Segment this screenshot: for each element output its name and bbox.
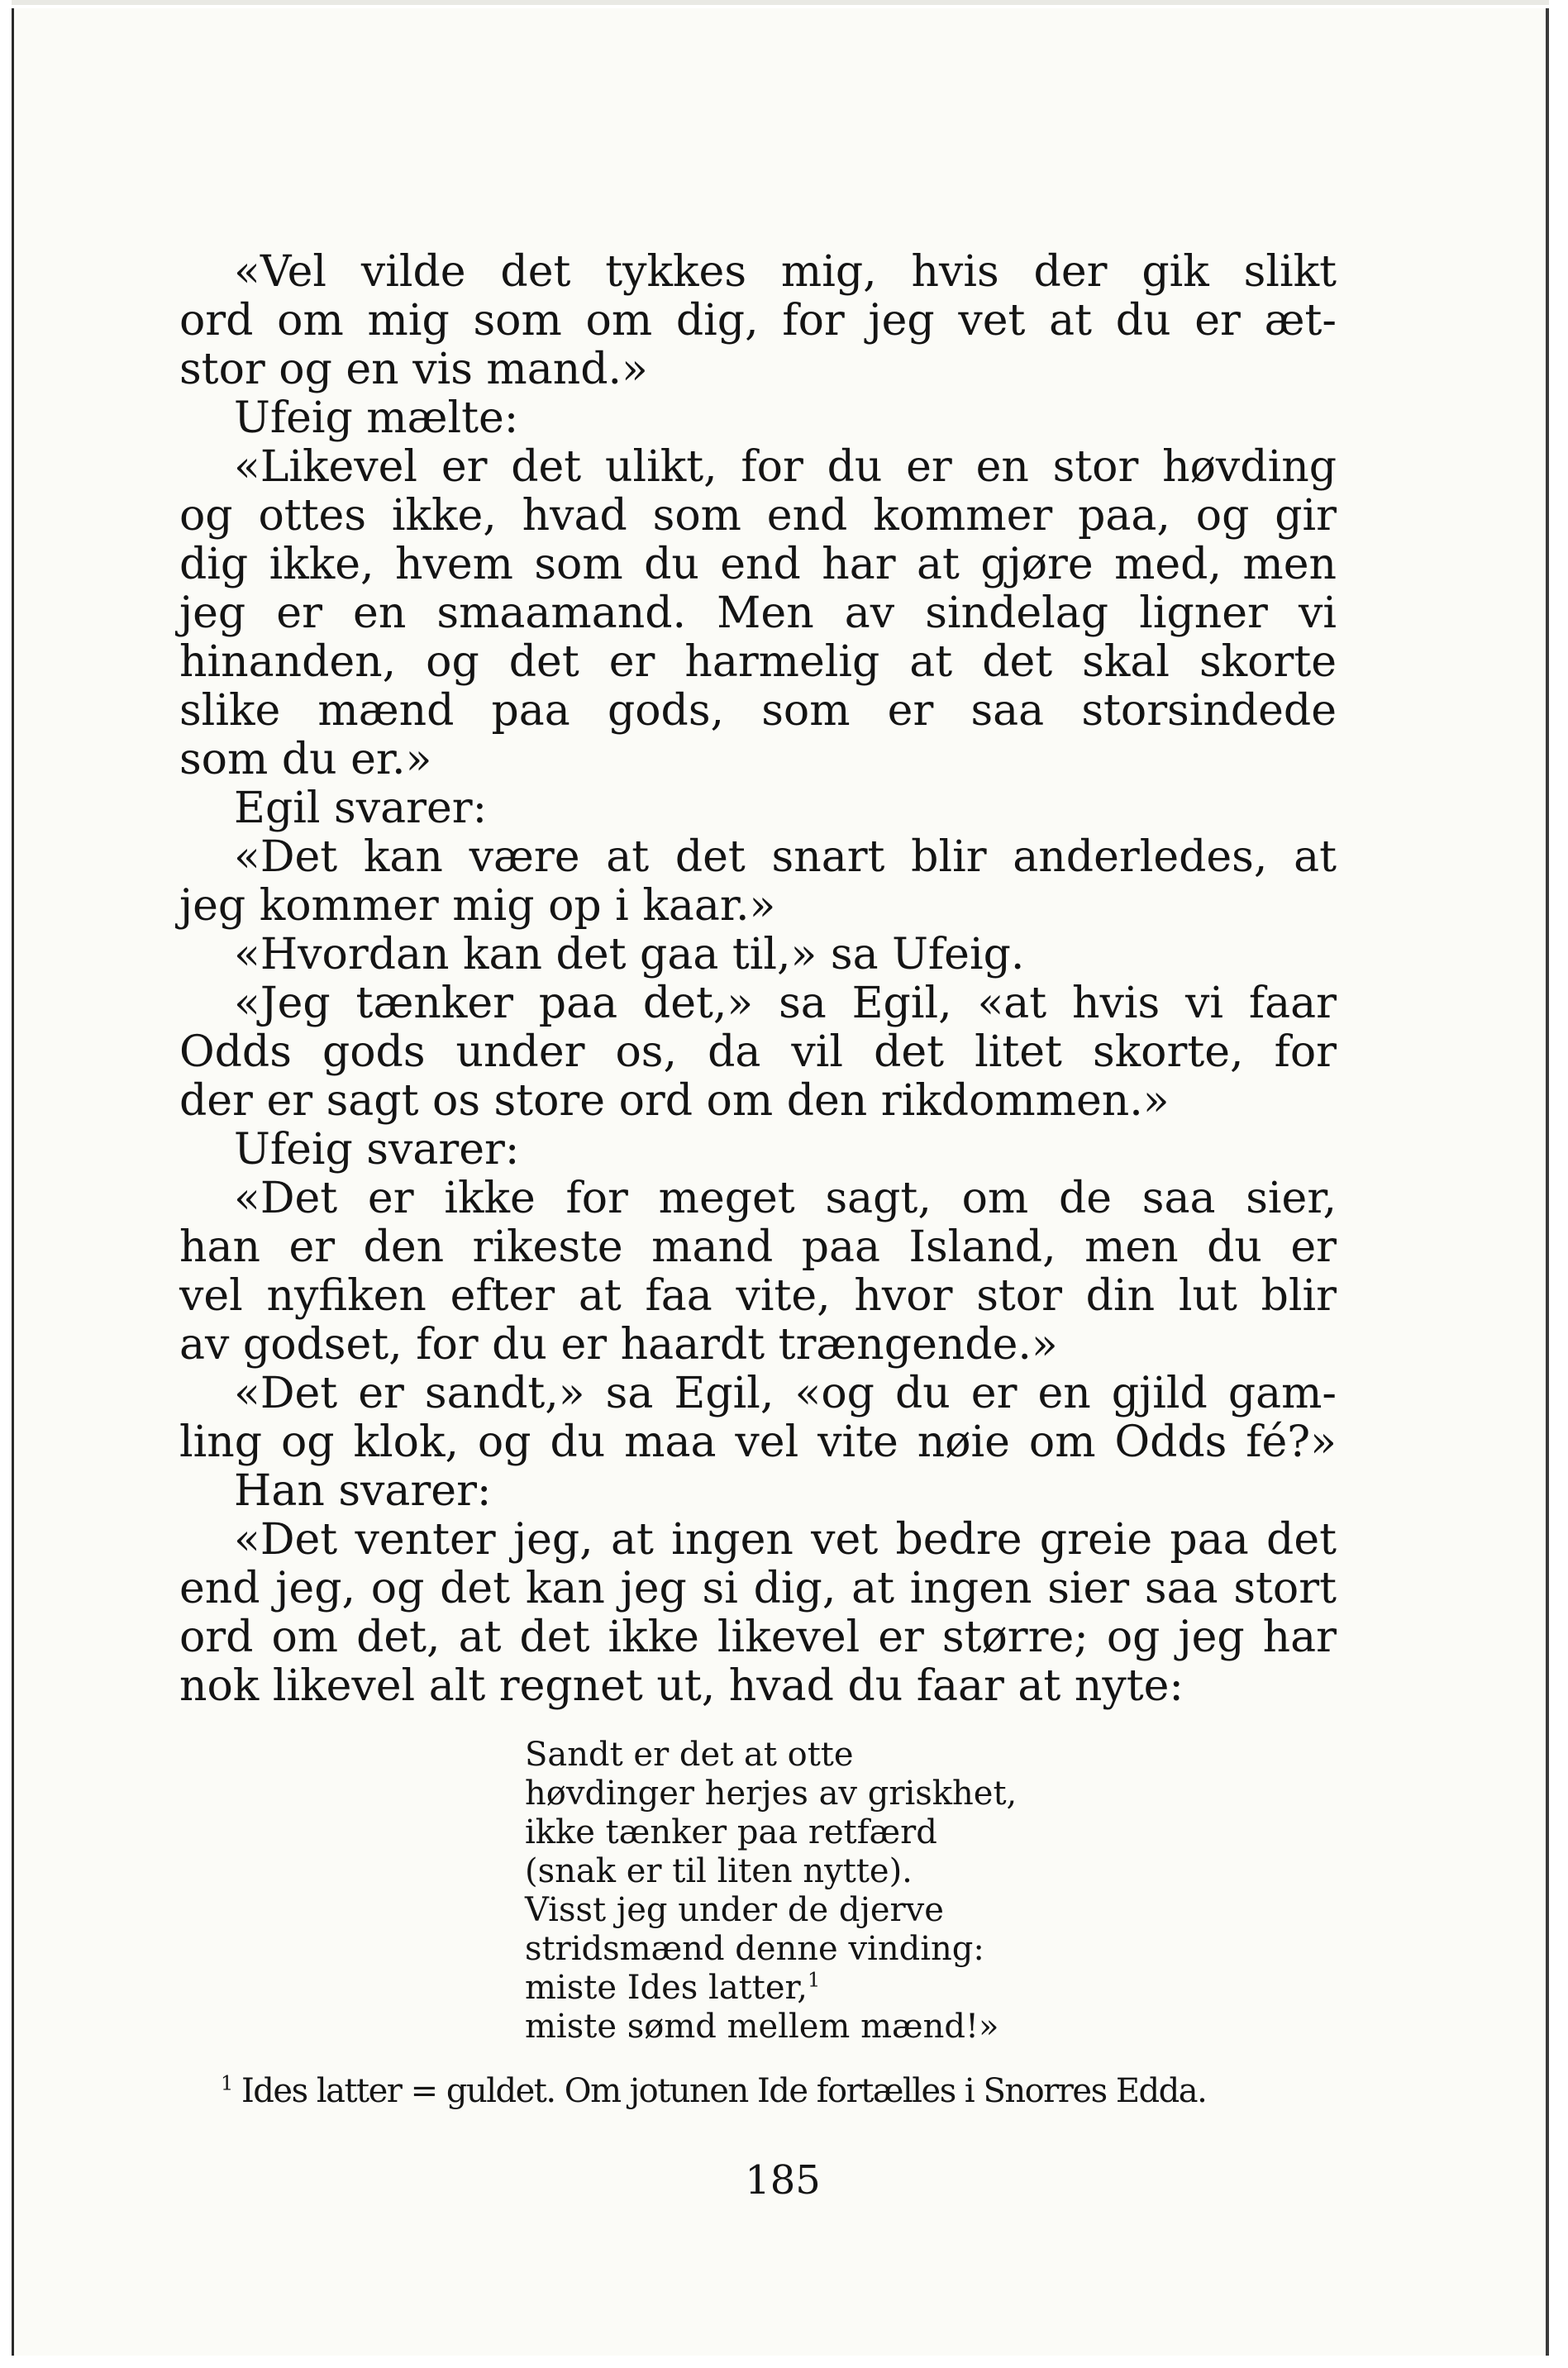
verse-line: stridsmænd denne vinding:: [525, 1930, 984, 1968]
footnote-reference[interactable]: 1: [807, 1968, 821, 1992]
text-line: nok likevel alt regnet ut, hvad du faar at nyte:: [179, 1661, 1184, 1711]
page-number: 185: [745, 2157, 821, 2204]
footnote: [221, 2071, 1345, 2111]
text-line: av godset, for du er haardt trængende.»: [179, 1320, 1058, 1370]
text-line: Odds gods under os, da vil det litet skorte, for: [179, 1027, 1337, 1077]
text-line: ling og klok, og du maa vel vite nøie om Odds fé?»: [179, 1417, 1337, 1467]
text-line: Han svarer:: [234, 1466, 492, 1516]
text-line: «Jeg tænker paa det,» sa Egil, «at hvis vi faar: [234, 979, 1337, 1028]
text-line: «Det venter jeg, at ingen vet bedre greie paa det: [234, 1515, 1337, 1565]
text-line: «Det kan være at det snart blir anderledes, at: [234, 832, 1337, 882]
text-line: Ufeig mælte:: [234, 393, 519, 443]
text-line: vel nyfiken efter at faa vite, hvor stor din lut blir: [179, 1271, 1337, 1321]
text-line: «Vel vilde det tykkes mig, hvis der gik slikt: [234, 247, 1337, 297]
verse-line: ikke tænker paa retfærd: [525, 1813, 937, 1851]
book-page: [12, 8, 1549, 2356]
verse-line-text: miste Ides latter,: [525, 1969, 808, 2007]
text-line: «Likevel er det ulikt, for du er en stor høvding: [234, 442, 1337, 492]
footnote-mark: 1: [221, 2071, 232, 2095]
verse-line: Sandt er det at otte: [525, 1736, 854, 1774]
text-line: ord om mig som om dig, for jeg vet at du er æt-: [179, 296, 1337, 345]
text-line: end jeg, og det kan jeg si dig, at ingen sier saa stort: [179, 1564, 1337, 1613]
text-line: «Hvordan kan det gaa til,» sa Ufeig.: [234, 930, 1025, 979]
verse-line: høvdinger herjes av griskhet,: [525, 1775, 1018, 1813]
footnote-text: Ides latter = guldet. Om jotunen Ide fortælles i Snorres Edda.: [241, 2072, 1207, 2110]
text-line: stor og en vis mand.»: [179, 345, 648, 394]
text-line: «Det er sandt,» sa Egil, «og du er en gjild gam-: [234, 1369, 1337, 1418]
text-line: Ufeig svarer:: [234, 1125, 520, 1174]
text-line: og ottes ikke, hvad som end kommer paa, og gir: [179, 491, 1337, 541]
verse-line: miste sømd mellem mænd!»: [525, 2008, 999, 2046]
text-line: Egil svarer:: [234, 784, 488, 833]
main-text: [179, 248, 1337, 1711]
text-line: slike mænd paa gods, som er saa storsindede: [179, 686, 1337, 736]
text-line: ord om det, at det ikke likevel er større; og jeg har: [179, 1613, 1337, 1662]
text-line: jeg er en smaamand. Men av sindelag ligner vi: [179, 588, 1337, 638]
text-line: jeg kommer mig op i kaar.»: [179, 881, 776, 931]
text-line: som du er.»: [179, 735, 432, 784]
verse-line: (snak er til liten nytte).: [525, 1852, 913, 1890]
text-line: han er den rikeste mand paa Island, men du er: [179, 1222, 1337, 1272]
verse-line: Visst jeg under de djerve: [525, 1891, 944, 1929]
text-line: der er sagt os store ord om den rikdommen.»: [179, 1076, 1170, 1126]
text-line: dig ikke, hvem som du end har at gjøre med, men: [179, 540, 1337, 589]
text-line: «Det er ikke for meget sagt, om de saa sier,: [234, 1174, 1337, 1223]
verse-line: [525, 1969, 1153, 2008]
verse-block: [525, 1736, 1153, 2046]
text-line: hinanden, og det er harmelig at det skal skorte: [179, 637, 1337, 687]
